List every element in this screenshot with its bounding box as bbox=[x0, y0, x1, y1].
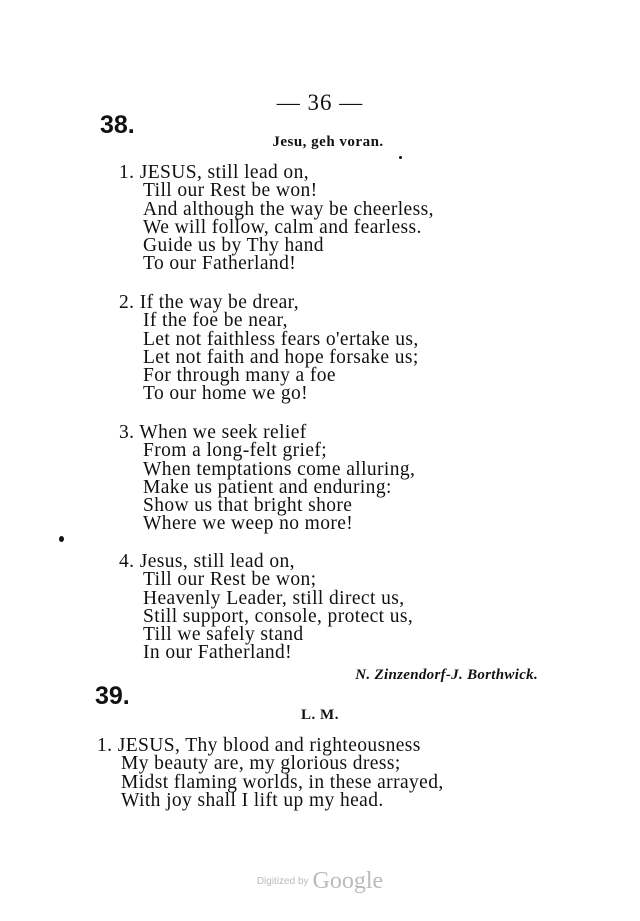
verse-line: Still support, console, protect us, bbox=[143, 605, 414, 627]
verse bbox=[119, 424, 415, 534]
verse-number: 2. bbox=[119, 292, 135, 313]
verse-line: When temptations come alluring, bbox=[143, 458, 416, 480]
verse bbox=[119, 553, 413, 663]
hymn-number: 39. bbox=[95, 682, 130, 710]
verse-line: Where we weep no more! bbox=[143, 513, 354, 535]
verse-number: 3. bbox=[119, 422, 135, 443]
verse-number: 4. bbox=[119, 551, 135, 572]
verse-line: Show us that bright shore bbox=[143, 495, 353, 517]
verse-line: 2. If the way be drear, bbox=[119, 292, 300, 313]
hymn-number: 38. bbox=[100, 111, 135, 139]
page-number: — 36 — bbox=[276, 90, 364, 115]
verse-line: Till we safely stand bbox=[143, 624, 304, 646]
verse-line: 1. JESUS, Thy blood and righteousness bbox=[97, 735, 421, 756]
verse-line: We will follow, calm and fearless. bbox=[143, 216, 422, 238]
verse-line: For through many a foe bbox=[143, 365, 336, 387]
ink-spot bbox=[399, 156, 402, 159]
verse bbox=[119, 164, 434, 274]
verse-line: In our Fatherland! bbox=[143, 642, 293, 664]
verse-line: From a long-felt grief; bbox=[143, 440, 328, 462]
verse-line: Heavenly Leader, still direct us, bbox=[143, 587, 405, 609]
verse-line: Make us patient and enduring: bbox=[143, 476, 392, 498]
digitized-label: Digitized by bbox=[256, 876, 309, 887]
hymn-subtitle: L. M. bbox=[301, 707, 339, 723]
verse-line: 4. Jesus, still lead on, bbox=[119, 551, 295, 572]
verse bbox=[97, 737, 444, 810]
verse-line: Midst flaming worlds, in these arrayed, bbox=[121, 771, 444, 793]
verse-line: My beauty are, my glorious dress; bbox=[121, 753, 401, 775]
verse-line: Guide us by Thy hand bbox=[143, 235, 324, 257]
ink-spot bbox=[59, 536, 64, 542]
verse-line: 1. JESUS, still lead on, bbox=[119, 162, 310, 183]
digitized-watermark bbox=[0, 868, 640, 895]
verse-line: Till our Rest be won; bbox=[143, 569, 317, 591]
hymn-subtitle: Jesu, geh voran. bbox=[272, 134, 384, 150]
verse-line: To our Fatherland! bbox=[143, 253, 297, 275]
verse-line: 3. When we seek relief bbox=[119, 422, 307, 443]
verse-line: Let not faithless fears o'ertake us, bbox=[143, 328, 419, 350]
verse-line: If the foe be near, bbox=[143, 310, 288, 332]
verse-number: 1. bbox=[97, 735, 113, 756]
google-logo: Google bbox=[312, 868, 384, 894]
verse-number: 1. bbox=[119, 162, 135, 183]
hymn-author: N. Zinzendorf-J. Borthwick. bbox=[355, 667, 538, 683]
verse bbox=[119, 294, 419, 404]
verse-line: Let not faith and hope forsake us; bbox=[143, 346, 419, 368]
verse-line: To our home we go! bbox=[143, 383, 309, 405]
verse-line: Till our Rest be won! bbox=[143, 180, 318, 202]
verse-line: And although the way be cheerless, bbox=[143, 198, 434, 220]
verse-line: With joy shall I lift up my head. bbox=[121, 789, 384, 811]
